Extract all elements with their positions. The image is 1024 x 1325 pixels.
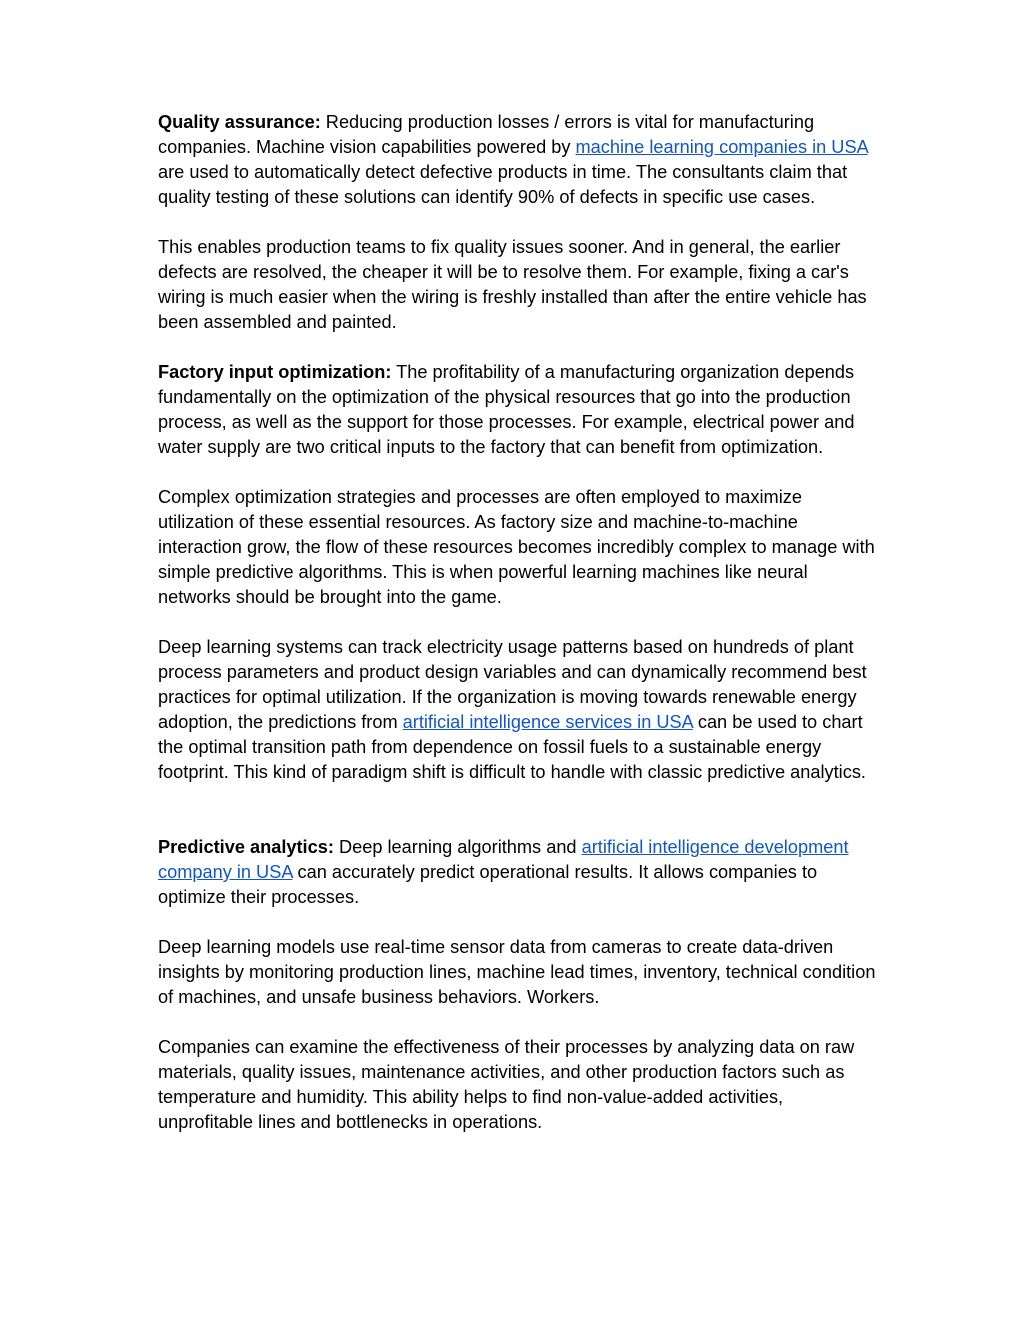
paragraph-companies-examine bbox=[158, 1035, 878, 1135]
paragraph-text: Reducing production losses / errors is vital for manufacturing companies. Machine vision capabilities powered by bbox=[158, 112, 815, 157]
paragraph-deep-learning-systems bbox=[158, 635, 878, 785]
heading-factory-input-optimization: Factory input optimization: bbox=[158, 362, 392, 382]
paragraph-predictive-analytics bbox=[158, 835, 878, 910]
heading-predictive-analytics: Predictive analytics: bbox=[158, 837, 334, 857]
paragraph-quality-assurance bbox=[158, 110, 878, 210]
paragraph-text: can be used to chart the optimal transition path from dependence on fossil fuels to a sustainable energy footprint. This kind of paradigm shift is difficult to handle with classic predictive analytics. bbox=[158, 712, 866, 782]
paragraph-text: Companies can examine the effectiveness of their processes by analyzing data on raw materials, quality issues, maintenance activities, and other production factors such as temperature and humidity. This ability helps to find non-value-added activities, unprofitable lines and bottlenecks in operations. bbox=[158, 1037, 855, 1132]
paragraph-text: Deep learning models use real-time sensor data from cameras to create data-driven insights by monitoring production lines, machine lead times, inventory, technical condition of machines, and unsafe business behaviors. Workers. bbox=[158, 937, 876, 1007]
link-ai-development-company[interactable]: artificial intelligence development company in USA bbox=[158, 837, 849, 882]
paragraph-text: can accurately predict operational results. It allows companies to optimize their processes. bbox=[158, 862, 818, 907]
paragraph-text: This enables production teams to fix quality issues sooner. And in general, the earlier defects are resolved, the cheaper it will be to resolve them. For example, fixing a car's wiring is much easier when the wiring is freshly installed than after the entire vehicle has been assembled and painted. bbox=[158, 237, 867, 332]
link-machine-learning-companies[interactable]: machine learning companies in USA bbox=[575, 137, 868, 157]
paragraph-text: Deep learning algorithms and bbox=[333, 837, 582, 857]
heading-quality-assurance: Quality assurance: bbox=[158, 112, 321, 132]
paragraph-complex-optimization bbox=[158, 485, 878, 610]
document-body bbox=[158, 110, 878, 1160]
paragraph-factory-input-optimization bbox=[158, 360, 878, 460]
link-ai-services[interactable]: artificial intelligence services in USA bbox=[402, 712, 693, 732]
paragraph-text: are used to automatically detect defective products in time. The consultants claim that quality testing of these solutions can identify 90% of defects in specific use cases. bbox=[158, 162, 848, 207]
paragraph-text: Complex optimization strategies and processes are often employed to maximize utilization of these essential resources. As factory size and machine-to-machine interaction grow, the flow of these resources becomes incredibly complex to manage with simple predictive algorithms. This is when powerful learning machines like neural networks should be brought into the game. bbox=[158, 487, 875, 607]
paragraph-text: Deep learning systems can track electricity usage patterns based on hundreds of plant process parameters and product design variables and can dynamically recommend best practices for optimal utilization. If the organization is moving towards renewable energy adoption, the predictions from bbox=[158, 637, 867, 732]
paragraph-text: The profitability of a manufacturing organization depends fundamentally on the optimization of the physical resources that go into the production process, as well as the support for those processes. For example, electrical power and water supply are two critical inputs to the factory that can benefit from optimization. bbox=[158, 362, 855, 457]
paragraph-deep-learning-models bbox=[158, 935, 878, 1010]
paragraph-production-teams bbox=[158, 235, 878, 335]
